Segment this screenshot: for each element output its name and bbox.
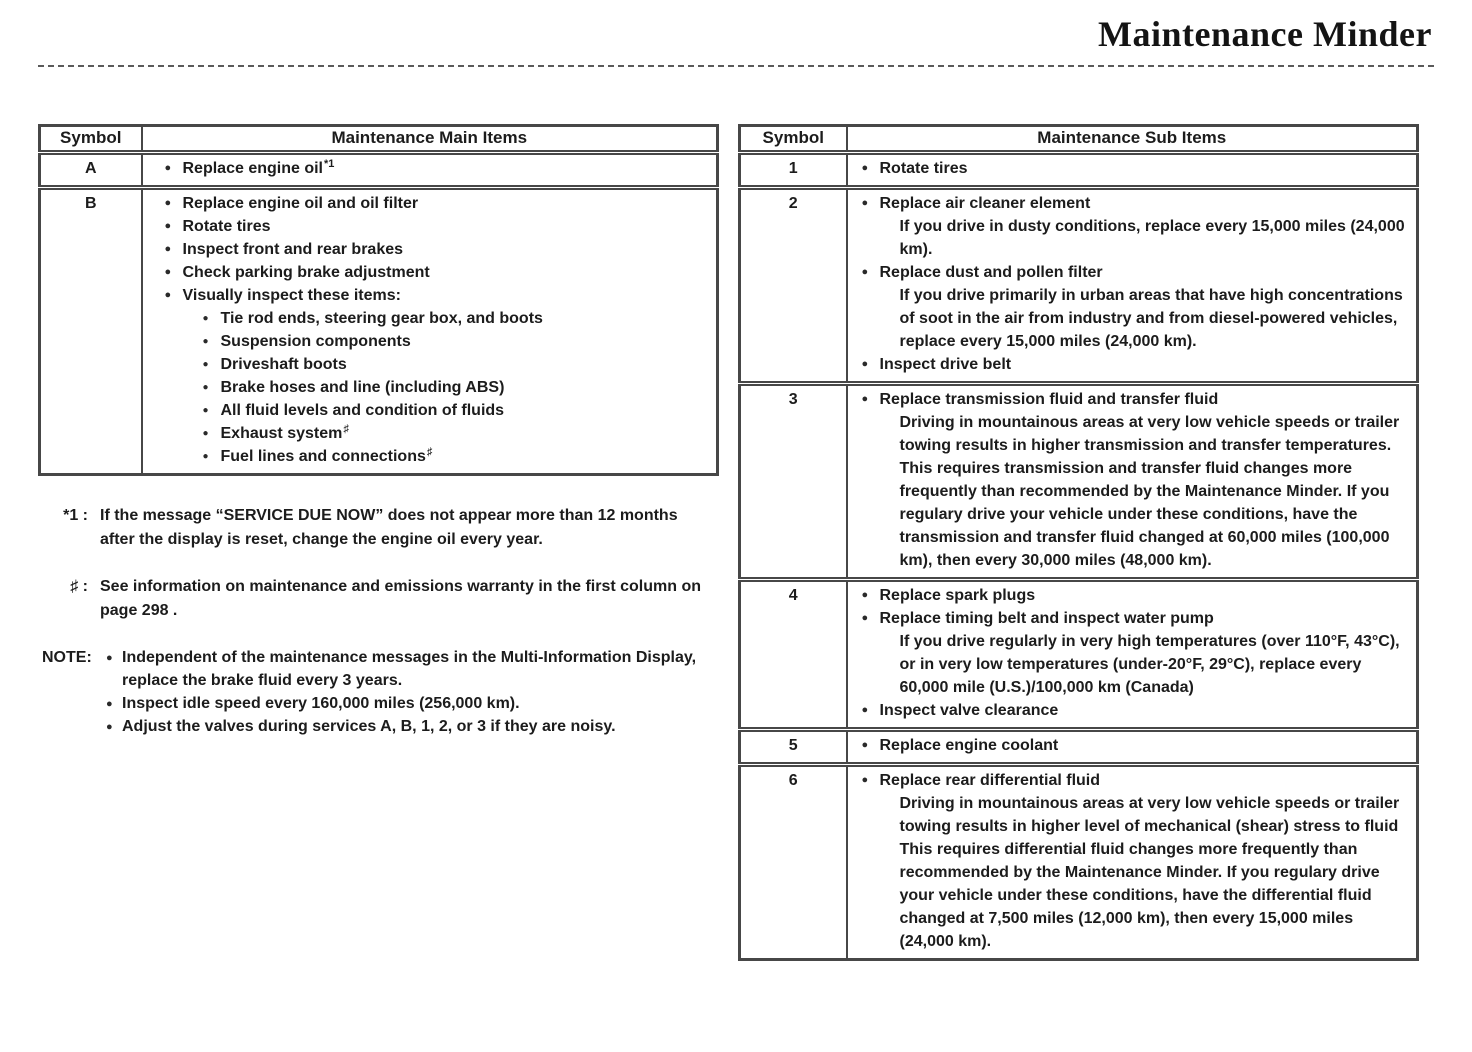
list-item [862, 388, 1409, 572]
item-text: Inspect front and rear brakes [182, 241, 404, 258]
bullet-icon: ● [164, 220, 172, 232]
item-text: Check parking brake adjustment [182, 264, 430, 281]
list-item [862, 192, 1409, 261]
list-item [862, 607, 1409, 699]
list-item [862, 353, 1409, 376]
bullet-icon: ● [861, 704, 869, 716]
item-text: Visually inspect these items: [182, 287, 401, 304]
bullet-icon: ● [202, 313, 209, 324]
list-item [862, 769, 1409, 953]
bullet-icon: ● [164, 289, 172, 301]
note-label: NOTE: [42, 649, 92, 666]
row-symbol: 2 [740, 188, 847, 384]
item-list [862, 157, 1409, 180]
list-item [165, 157, 709, 180]
table-row [740, 384, 1418, 580]
row-symbol: B [40, 188, 142, 475]
row-items [142, 153, 718, 188]
table-row [740, 153, 1418, 188]
row-items [142, 188, 718, 475]
footnote-marker: ♯ [343, 422, 349, 435]
bullet-icon: ● [202, 405, 209, 416]
right-column [738, 124, 1419, 961]
item-list [165, 192, 709, 468]
row-symbol: 6 [740, 765, 847, 960]
bullet-icon: ● [202, 428, 209, 439]
bullet-icon: ● [861, 774, 869, 786]
item-note: This requires transmission and transfer fluid changes more frequently than recommended by the Maintenance Minder. If you regulary drive your vehicle under these conditions, have the transmission and transfer fluid changed at 60,000 miles (100,000 km), then every 30,000 miles (48,000 km). [899, 460, 1390, 569]
item-note: Driving in mountainous areas at very low vehicle speeds or trailer towing results in higher transmission and transfer temperatures. [899, 414, 1400, 454]
table-row [40, 153, 718, 188]
row-items [847, 188, 1418, 384]
footnotes [38, 504, 719, 623]
bullet-icon: ● [861, 393, 869, 405]
note-list [106, 646, 706, 738]
item-text: Replace engine oil and oil filter [182, 195, 419, 212]
row-items [847, 153, 1418, 188]
sub-table-symbol-header: Symbol [740, 126, 847, 153]
footnote-text: See information on maintenance and emissions warranty in the first column on page 298 . [100, 578, 701, 619]
item-text: Replace spark plugs [879, 587, 1036, 604]
item-list [862, 584, 1409, 722]
page-title: Maintenance Minder [1098, 14, 1432, 54]
title-rule [38, 65, 1434, 67]
bullet-icon: ● [202, 451, 209, 462]
item-list [862, 769, 1409, 953]
list-item [862, 734, 1409, 757]
item-text: Replace transmission fluid and transfer fluid [879, 391, 1219, 408]
footnote-marker: *1 [323, 157, 335, 170]
item-text: Driveshaft boots [220, 356, 347, 373]
item-text: Replace engine oil [182, 160, 323, 177]
list-item [106, 646, 706, 692]
bullet-icon: ● [164, 266, 172, 278]
bullet-icon: ● [861, 589, 869, 601]
sub-list-item [203, 399, 709, 422]
item-text: Replace timing belt and inspect water pump [879, 610, 1214, 627]
sub-list-item [203, 422, 709, 445]
table-row [740, 188, 1418, 384]
sub-list-item [203, 445, 709, 468]
item-note: Driving in mountainous areas at very low vehicle speeds or trailer towing results in higher level of mechanical (shear) stress to fluid This requires differential fluid changes more frequently than recommended by the Maintenance Minder. If you regulary drive your vehicle under these conditions, have the differential fluid changed at 7,500 miles (12,000 km), then every 15,000 miles (24,000 km). [899, 795, 1400, 950]
row-symbol: 1 [740, 153, 847, 188]
table-row [740, 765, 1418, 960]
row-items [847, 580, 1418, 730]
row-symbol: A [40, 153, 142, 188]
row-symbol: 4 [740, 580, 847, 730]
list-item [862, 584, 1409, 607]
item-text: Independent of the maintenance messages in the Multi-Information Display, replace the brake fluid every 3 years. [122, 649, 697, 689]
item-list [862, 734, 1409, 757]
list-item [165, 215, 709, 238]
item-list [862, 388, 1409, 572]
note-block [38, 646, 719, 738]
list-item [862, 261, 1409, 353]
item-text: Replace dust and pollen filter [879, 264, 1103, 281]
bullet-icon: ● [202, 336, 209, 347]
sub-table-items-header: Maintenance Sub Items [847, 126, 1418, 153]
list-item [106, 715, 706, 738]
bullet-icon: ● [164, 162, 172, 174]
list-item [165, 284, 709, 468]
list-item [165, 238, 709, 261]
item-text: Adjust the valves during services A, B, 1, 2, or 3 if they are noisy. [122, 718, 616, 735]
item-list [165, 157, 709, 180]
bullet-icon: ● [164, 197, 172, 209]
bullet-icon: ● [106, 721, 113, 733]
footnote-star1 [42, 504, 719, 552]
item-text: Rotate tires [182, 218, 271, 235]
item-text: Inspect valve clearance [879, 702, 1059, 719]
row-symbol: 3 [740, 384, 847, 580]
table-row [740, 730, 1418, 765]
footnote-symbol: *1 : [63, 507, 88, 524]
item-text: Suspension components [220, 333, 411, 350]
item-note: If you drive primarily in urban areas that have high concentrations of soot in the air from industry and from diesel-powered vehicles, replace every 15,000 miles (24,000 km). [899, 287, 1403, 350]
main-items-table [38, 124, 719, 476]
row-items [847, 730, 1418, 765]
item-text: Replace air cleaner element [879, 195, 1091, 212]
footnote-sharp [42, 575, 719, 623]
main-table-items-header: Maintenance Main Items [142, 126, 718, 153]
row-items [847, 765, 1418, 960]
bullet-icon: ● [164, 243, 172, 255]
sub-items-table [738, 124, 1419, 961]
item-text: Inspect idle speed every 160,000 miles (256,000 km). [122, 695, 520, 712]
item-text: Replace engine coolant [879, 737, 1059, 754]
table-row [40, 188, 718, 475]
list-item [165, 261, 709, 284]
footnote-text: If the message “SERVICE DUE NOW” does not appear more than 12 months after the display is reset, change the engine oil every year. [100, 507, 678, 548]
row-items [847, 384, 1418, 580]
bullet-icon: ● [861, 197, 869, 209]
item-text: Replace rear differential fluid [879, 772, 1101, 789]
item-text: Tie rod ends, steering gear box, and boots [220, 310, 543, 327]
item-text: Brake hoses and line (including ABS) [220, 379, 505, 396]
left-column [38, 124, 719, 738]
footnote-marker: ♯ [426, 445, 433, 458]
bullet-icon: ● [861, 739, 869, 751]
item-list [862, 192, 1409, 376]
sub-list-item [203, 307, 709, 330]
bullet-icon: ● [861, 266, 869, 278]
bullet-icon: ● [861, 612, 869, 624]
bullet-icon: ● [106, 698, 113, 710]
list-item [106, 692, 706, 715]
item-text: All fluid levels and condition of fluids [220, 402, 505, 419]
item-text: Rotate tires [879, 160, 968, 177]
sub-list-item [203, 330, 709, 353]
bullet-icon: ● [861, 162, 869, 174]
list-item [862, 157, 1409, 180]
main-table-symbol-header: Symbol [40, 126, 142, 153]
item-note: If you drive regularly in very high temperatures (over 110°F, 43°C), or in very low temperatures (under-20°F, 29°C), replace every 60,000 mile (U.S.)/100,000 km (Canada) [899, 633, 1400, 696]
sub-list-item [203, 353, 709, 376]
row-symbol: 5 [740, 730, 847, 765]
bullet-icon: ● [861, 358, 869, 370]
list-item [165, 192, 709, 215]
table-header-row [740, 126, 1418, 153]
item-text: Fuel lines and connections [220, 448, 426, 465]
table-row [740, 580, 1418, 730]
table-header-row [40, 126, 718, 153]
item-text: Inspect drive belt [879, 356, 1012, 373]
footnote-symbol: ♯ : [70, 578, 88, 595]
bullet-icon: ● [202, 359, 209, 370]
item-text: Exhaust system [220, 425, 343, 442]
bullet-icon: ● [106, 652, 113, 664]
sub-list-item [203, 376, 709, 399]
bullet-icon: ● [202, 382, 209, 393]
sub-item-list [203, 307, 709, 468]
list-item [862, 699, 1409, 722]
item-note: If you drive in dusty conditions, replace every 15,000 miles (24,000 km). [899, 218, 1405, 258]
